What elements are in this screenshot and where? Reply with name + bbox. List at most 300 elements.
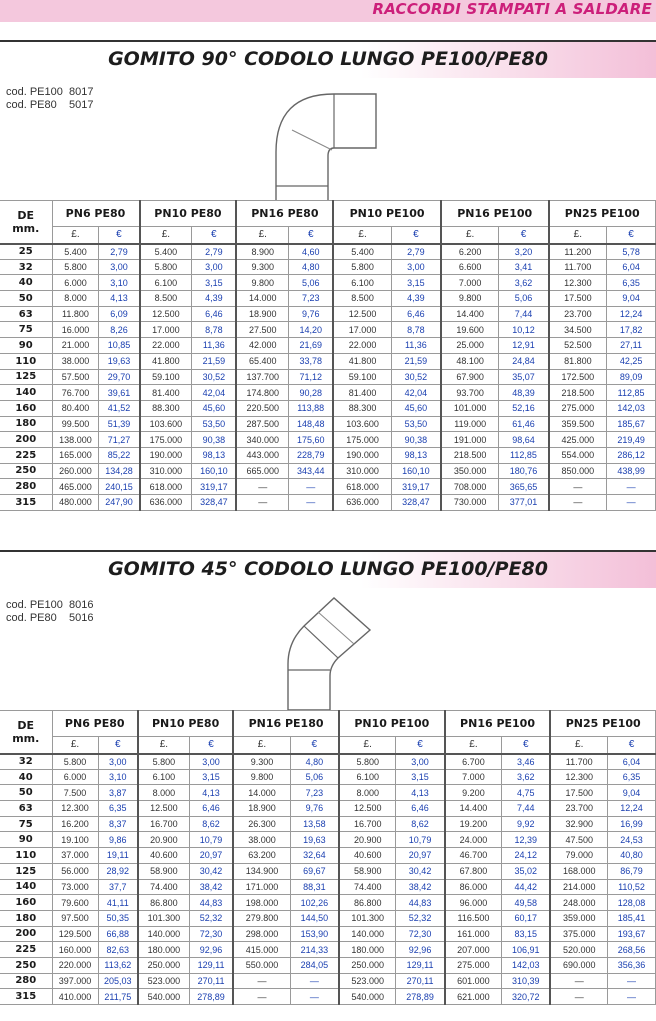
price-lire-cell: 12.500 [138, 801, 189, 817]
table-row [0, 338, 656, 354]
price-euro-cell: 240,15 [99, 479, 140, 495]
group-header: PN16 PE100 [441, 201, 549, 227]
de-cell: 180 [0, 416, 52, 432]
currency-lire: £. [339, 737, 396, 754]
price-lire-cell: 41.800 [333, 353, 391, 369]
price-euro-cell: 44,83 [189, 895, 233, 911]
price-lire-cell: 6.200 [441, 244, 499, 260]
price-lire-cell: 17.500 [549, 291, 607, 307]
price-euro-cell: 89,09 [607, 369, 656, 385]
price-lire-cell: 21.000 [52, 338, 99, 354]
de-cell: 280 [0, 973, 52, 989]
price-euro-cell: 205,03 [98, 973, 138, 989]
price-lire-cell: 140.000 [339, 926, 396, 942]
price-euro-cell: 21,69 [289, 338, 334, 354]
currency-euro: € [189, 737, 233, 754]
group-header: PN25 PE100 [550, 711, 655, 737]
price-lire-cell: 11.800 [52, 306, 99, 322]
price-lire-cell: 350.000 [441, 463, 499, 479]
price-lire-cell: 415.000 [233, 942, 290, 958]
price-euro-cell: 377,01 [499, 495, 549, 511]
price-euro-cell: 51,39 [99, 416, 140, 432]
price-euro-cell: 30,52 [391, 369, 441, 385]
price-euro-cell: 71,12 [289, 369, 334, 385]
price-euro-cell: 24,53 [608, 832, 656, 848]
price-lire-cell: 101.300 [138, 910, 189, 926]
price-euro-cell: 12,24 [607, 306, 656, 322]
price-lire-cell: 12.500 [140, 306, 192, 322]
price-euro-cell: 9,04 [608, 785, 656, 801]
currency-lire: £. [233, 737, 290, 754]
price-lire-cell: 86.000 [445, 879, 502, 895]
price-lire-cell: 140.000 [138, 926, 189, 942]
price-euro-cell: 144,50 [290, 910, 339, 926]
price-euro-cell: 8,26 [99, 322, 140, 338]
price-lire-cell: 25.000 [441, 338, 499, 354]
currency-lire: £. [441, 227, 499, 244]
currency-lire: £. [138, 737, 189, 754]
price-lire-cell: 103.600 [333, 416, 391, 432]
price-lire-cell: 730.000 [441, 495, 499, 511]
price-euro-cell: 38,42 [396, 879, 445, 895]
price-euro-cell: 72,30 [189, 926, 233, 942]
price-lire-cell: 22.000 [333, 338, 391, 354]
price-lire-cell: 134.900 [233, 863, 290, 879]
price-lire-cell: 275.000 [445, 957, 502, 973]
currency-lire: £. [445, 737, 502, 754]
price-lire-cell: 690.000 [550, 957, 607, 973]
price-lire-cell: 81.800 [549, 353, 607, 369]
price-lire-cell: 214.000 [550, 879, 607, 895]
price-euro-cell: 6,46 [391, 306, 441, 322]
table-row [0, 244, 656, 260]
price-euro-cell: 128,08 [608, 895, 656, 911]
price-lire-cell: 175.000 [140, 432, 192, 448]
price-lire-cell: 218.500 [549, 385, 607, 401]
price-lire-cell: 174.800 [236, 385, 288, 401]
price-lire-cell: 8.900 [236, 244, 288, 260]
price-euro-cell: 30,52 [192, 369, 237, 385]
table-row [0, 863, 656, 879]
price-lire-cell: 59.100 [140, 369, 192, 385]
table-row [0, 495, 656, 511]
price-euro-cell: 44,42 [502, 879, 551, 895]
price-euro-cell: 365,65 [499, 479, 549, 495]
price-euro-cell: 98,64 [499, 432, 549, 448]
price-table [0, 710, 656, 1005]
de-cell: 110 [0, 353, 52, 369]
price-lire-cell: 6.700 [445, 754, 502, 770]
price-table [0, 200, 656, 511]
currency-euro: € [396, 737, 445, 754]
price-euro-cell: 30,42 [189, 863, 233, 879]
table-row [0, 989, 656, 1005]
price-euro-cell: 10,85 [99, 338, 140, 354]
price-lire-cell: 5.400 [333, 244, 391, 260]
price-lire-cell: 38.000 [52, 353, 99, 369]
price-euro-cell: — [607, 495, 656, 511]
price-euro-cell: 438,99 [607, 463, 656, 479]
price-euro-cell: 3,15 [189, 769, 233, 785]
price-euro-cell: 98,13 [391, 447, 441, 463]
price-euro-cell: 4,39 [192, 291, 237, 307]
price-lire-cell: 175.000 [333, 432, 391, 448]
price-euro-cell: 45,60 [192, 400, 237, 416]
price-lire-cell: 99.500 [52, 416, 99, 432]
table-row [0, 432, 656, 448]
section-banner [0, 550, 656, 588]
currency-euro: € [502, 737, 551, 754]
price-lire-cell: 9.300 [236, 259, 288, 275]
price-lire-cell: 5.400 [140, 244, 192, 260]
price-lire-cell: 93.700 [441, 385, 499, 401]
price-lire-cell: 81.400 [140, 385, 192, 401]
price-euro-cell: 10,79 [189, 832, 233, 848]
price-euro-cell: 319,17 [391, 479, 441, 495]
price-lire-cell: 207.000 [445, 942, 502, 958]
de-cell: 180 [0, 910, 52, 926]
table-row [0, 479, 656, 495]
price-euro-cell: 160,10 [391, 463, 441, 479]
price-lire-cell: 260.000 [52, 463, 99, 479]
price-euro-cell: 83,15 [502, 926, 551, 942]
price-euro-cell: 148,48 [289, 416, 334, 432]
price-lire-cell: 129.500 [52, 926, 98, 942]
table-row [0, 754, 656, 770]
price-lire-cell: — [549, 479, 607, 495]
price-lire-cell: 137.700 [236, 369, 288, 385]
price-euro-cell: 60,17 [502, 910, 551, 926]
table-row [0, 416, 656, 432]
price-euro-cell: 72,30 [396, 926, 445, 942]
price-lire-cell: 17.000 [140, 322, 192, 338]
price-euro-cell: 228,79 [289, 447, 334, 463]
price-lire-cell: — [550, 989, 607, 1005]
price-lire-cell: 19.100 [52, 832, 98, 848]
price-euro-cell: 4,13 [99, 291, 140, 307]
price-lire-cell: 86.800 [138, 895, 189, 911]
price-euro-cell: 14,20 [289, 322, 334, 338]
price-lire-cell: 19.600 [441, 322, 499, 338]
price-euro-cell: 11,36 [391, 338, 441, 354]
price-lire-cell: 5.800 [339, 754, 396, 770]
price-euro-cell: 9,92 [502, 816, 551, 832]
price-lire-cell: 298.000 [233, 926, 290, 942]
price-lire-cell: 12.500 [333, 306, 391, 322]
price-lire-cell: 9.800 [236, 275, 288, 291]
price-lire-cell: 6.100 [140, 275, 192, 291]
price-lire-cell: 96.000 [445, 895, 502, 911]
price-euro-cell: 134,28 [99, 463, 140, 479]
section-title: GOMITO 90° CODOLO LUNGO PE100/PE80 [108, 48, 548, 70]
price-lire-cell: 119.000 [441, 416, 499, 432]
price-euro-cell: 270,11 [396, 973, 445, 989]
price-euro-cell: 9,76 [290, 801, 339, 817]
price-lire-cell: 465.000 [52, 479, 99, 495]
price-euro-cell: 3,15 [192, 275, 237, 291]
price-lire-cell: 138.000 [52, 432, 99, 448]
price-lire-cell: 7.000 [441, 275, 499, 291]
price-euro-cell: 4,39 [391, 291, 441, 307]
section-elbow-45 [0, 550, 656, 1003]
de-cell: 250 [0, 463, 52, 479]
price-lire-cell: 621.000 [445, 989, 502, 1005]
price-euro-cell: 180,76 [499, 463, 549, 479]
price-lire-cell: 220.500 [236, 400, 288, 416]
price-euro-cell: 42,04 [192, 385, 237, 401]
price-euro-cell: 90,28 [289, 385, 334, 401]
price-euro-cell: 41,52 [99, 400, 140, 416]
code-pe80: cod. PE80 5017 [6, 99, 94, 111]
de-cell: 200 [0, 432, 52, 448]
de-cell: 75 [0, 322, 52, 338]
price-lire-cell: 540.000 [339, 989, 396, 1005]
price-euro-cell: 4,80 [289, 259, 334, 275]
price-lire-cell: 540.000 [138, 989, 189, 1005]
price-lire-cell: 180.000 [138, 942, 189, 958]
price-lire-cell: 16.700 [339, 816, 396, 832]
price-lire-cell: — [550, 973, 607, 989]
price-lire-cell: 7.500 [52, 785, 98, 801]
price-euro-cell: 30,42 [396, 863, 445, 879]
price-euro-cell: 3,20 [499, 244, 549, 260]
price-euro-cell: — [607, 479, 656, 495]
price-lire-cell: 310.000 [140, 463, 192, 479]
price-euro-cell: 102,26 [290, 895, 339, 911]
price-euro-cell: 12,91 [499, 338, 549, 354]
currency-lire: £. [52, 737, 98, 754]
price-euro-cell: 28,92 [98, 863, 138, 879]
currency-euro: € [607, 227, 656, 244]
price-lire-cell: 340.000 [236, 432, 288, 448]
price-euro-cell: 48,39 [499, 385, 549, 401]
price-euro-cell: 50,35 [98, 910, 138, 926]
price-euro-cell: 20,97 [189, 848, 233, 864]
table-row [0, 926, 656, 942]
price-euro-cell: 24,84 [499, 353, 549, 369]
price-euro-cell: 71,27 [99, 432, 140, 448]
price-lire-cell: 20.900 [339, 832, 396, 848]
de-cell: 280 [0, 479, 52, 495]
price-lire-cell: 5.800 [52, 754, 98, 770]
price-euro-cell: 6,46 [192, 306, 237, 322]
price-euro-cell: 38,42 [189, 879, 233, 895]
price-euro-cell: 52,32 [396, 910, 445, 926]
price-lire-cell: 618.000 [333, 479, 391, 495]
price-euro-cell: 53,50 [391, 416, 441, 432]
price-euro-cell: 328,47 [391, 495, 441, 511]
price-lire-cell: 168.000 [550, 863, 607, 879]
price-euro-cell: 2,79 [99, 244, 140, 260]
price-lire-cell: 56.000 [52, 863, 98, 879]
price-euro-cell: 3,00 [98, 754, 138, 770]
price-euro-cell: 40,80 [608, 848, 656, 864]
price-euro-cell: 52,16 [499, 400, 549, 416]
price-lire-cell: 6.100 [138, 769, 189, 785]
group-header: PN10 PE100 [339, 711, 445, 737]
price-euro-cell: 6,35 [98, 801, 138, 817]
price-euro-cell: — [290, 973, 339, 989]
price-euro-cell: 19,63 [290, 832, 339, 848]
price-euro-cell: 6,46 [189, 801, 233, 817]
price-lire-cell: 63.200 [233, 848, 290, 864]
currency-lire: £. [333, 227, 391, 244]
currency-euro: € [290, 737, 339, 754]
price-lire-cell: 16.000 [52, 322, 99, 338]
price-lire-cell: 37.000 [52, 848, 98, 864]
section-banner [0, 40, 656, 78]
price-lire-cell: 58.900 [138, 863, 189, 879]
price-lire-cell: 8.000 [52, 291, 99, 307]
currency-euro: € [289, 227, 334, 244]
price-lire-cell: 190.000 [333, 447, 391, 463]
price-lire-cell: 5.800 [138, 754, 189, 770]
price-lire-cell: 11.700 [550, 754, 607, 770]
code-pe100: cod. PE100 8016 [6, 599, 94, 611]
price-lire-cell: 46.700 [445, 848, 502, 864]
price-euro-cell: 69,67 [290, 863, 339, 879]
price-lire-cell: 520.000 [550, 942, 607, 958]
price-lire-cell: 9.800 [441, 291, 499, 307]
price-euro-cell: 3,62 [499, 275, 549, 291]
price-euro-cell: 5,06 [499, 291, 549, 307]
price-lire-cell: 287.500 [236, 416, 288, 432]
price-lire-cell: 161.000 [445, 926, 502, 942]
price-lire-cell: 601.000 [445, 973, 502, 989]
price-euro-cell: 32,64 [290, 848, 339, 864]
price-lire-cell: 12.300 [52, 801, 98, 817]
price-euro-cell: 8,78 [192, 322, 237, 338]
group-header: PN16 PE100 [445, 711, 551, 737]
price-euro-cell: 6,09 [99, 306, 140, 322]
price-lire-cell: 79.600 [52, 895, 98, 911]
price-lire-cell: 410.000 [52, 989, 98, 1005]
currency-lire: £. [140, 227, 192, 244]
table-row [0, 910, 656, 926]
price-euro-cell: 12,24 [608, 801, 656, 817]
price-euro-cell: 3,87 [98, 785, 138, 801]
price-lire-cell: 443.000 [236, 447, 288, 463]
price-lire-cell: 79.000 [550, 848, 607, 864]
currency-euro: € [99, 227, 140, 244]
group-header: PN25 PE100 [549, 201, 656, 227]
catalog-section-title: RACCORDI STAMPATI A SALDARE [372, 0, 652, 18]
de-cell: 63 [0, 801, 52, 817]
price-lire-cell: 5.800 [333, 259, 391, 275]
price-euro-cell: 113,62 [98, 957, 138, 973]
price-lire-cell: 24.000 [445, 832, 502, 848]
price-euro-cell: 42,04 [391, 385, 441, 401]
price-euro-cell: 27,11 [607, 338, 656, 354]
price-lire-cell: 359.000 [550, 910, 607, 926]
price-lire-cell: 6.000 [52, 769, 98, 785]
group-header: PN16 PE180 [233, 711, 339, 737]
de-cell: 315 [0, 989, 52, 1005]
price-euro-cell: 110,52 [608, 879, 656, 895]
code-pe80: cod. PE80 5016 [6, 612, 94, 624]
price-lire-cell: 101.000 [441, 400, 499, 416]
price-lire-cell: 665.000 [236, 463, 288, 479]
price-euro-cell: 160,10 [192, 463, 237, 479]
price-euro-cell: 19,11 [98, 848, 138, 864]
price-euro-cell: 10,79 [396, 832, 445, 848]
price-lire-cell: 27.500 [236, 322, 288, 338]
price-lire-cell: 279.800 [233, 910, 290, 926]
price-euro-cell: 9,76 [289, 306, 334, 322]
price-euro-cell: 7,23 [289, 291, 334, 307]
currency-euro: € [98, 737, 138, 754]
table-row [0, 385, 656, 401]
price-euro-cell: 278,89 [189, 989, 233, 1005]
de-cell: 32 [0, 754, 52, 770]
currency-euro: € [499, 227, 549, 244]
group-header: PN16 PE80 [236, 201, 333, 227]
price-lire-cell: 11.200 [549, 244, 607, 260]
de-cell: 160 [0, 400, 52, 416]
price-euro-cell: 85,22 [99, 447, 140, 463]
price-lire-cell: 14.400 [445, 801, 502, 817]
price-euro-cell: 4,75 [502, 785, 551, 801]
price-euro-cell: 9,86 [98, 832, 138, 848]
de-cell: 315 [0, 495, 52, 511]
price-lire-cell: 9.800 [233, 769, 290, 785]
price-euro-cell: 6,04 [608, 754, 656, 770]
price-euro-cell: 35,07 [499, 369, 549, 385]
price-euro-cell: 284,05 [290, 957, 339, 973]
price-euro-cell: 8,78 [391, 322, 441, 338]
price-lire-cell: 116.500 [445, 910, 502, 926]
price-lire-cell: 6.600 [441, 259, 499, 275]
price-euro-cell: 7,44 [499, 306, 549, 322]
price-lire-cell: 57.500 [52, 369, 99, 385]
price-euro-cell: 42,25 [607, 353, 656, 369]
price-euro-cell: 66,88 [98, 926, 138, 942]
currency-euro: € [608, 737, 656, 754]
price-lire-cell: 375.000 [550, 926, 607, 942]
price-euro-cell: 6,35 [608, 769, 656, 785]
de-header: DE mm. [0, 711, 52, 754]
price-lire-cell: 40.600 [339, 848, 396, 864]
price-lire-cell: 12.500 [339, 801, 396, 817]
price-euro-cell: 175,60 [289, 432, 334, 448]
price-lire-cell: 81.400 [333, 385, 391, 401]
price-euro-cell: 3,10 [98, 769, 138, 785]
price-lire-cell: 250.000 [339, 957, 396, 973]
price-lire-cell: 198.000 [233, 895, 290, 911]
currency-lire: £. [52, 227, 99, 244]
price-lire-cell: 18.900 [236, 306, 288, 322]
de-cell: 40 [0, 275, 52, 291]
price-lire-cell: 41.800 [140, 353, 192, 369]
price-lire-cell: 480.000 [52, 495, 99, 511]
de-cell: 125 [0, 863, 52, 879]
price-euro-cell: 6,35 [607, 275, 656, 291]
price-euro-cell: 320,72 [502, 989, 551, 1005]
de-header: DE mm. [0, 201, 52, 244]
de-cell: 40 [0, 769, 52, 785]
price-lire-cell: 101.300 [339, 910, 396, 926]
price-euro-cell: 33,78 [289, 353, 334, 369]
price-lire-cell: 26.300 [233, 816, 290, 832]
price-lire-cell: 52.500 [549, 338, 607, 354]
price-euro-cell: 7,44 [502, 801, 551, 817]
price-lire-cell: 23.700 [550, 801, 607, 817]
table-row [0, 291, 656, 307]
price-lire-cell: 250.000 [138, 957, 189, 973]
price-euro-cell: 9,04 [607, 291, 656, 307]
de-cell: 90 [0, 832, 52, 848]
table-row [0, 942, 656, 958]
